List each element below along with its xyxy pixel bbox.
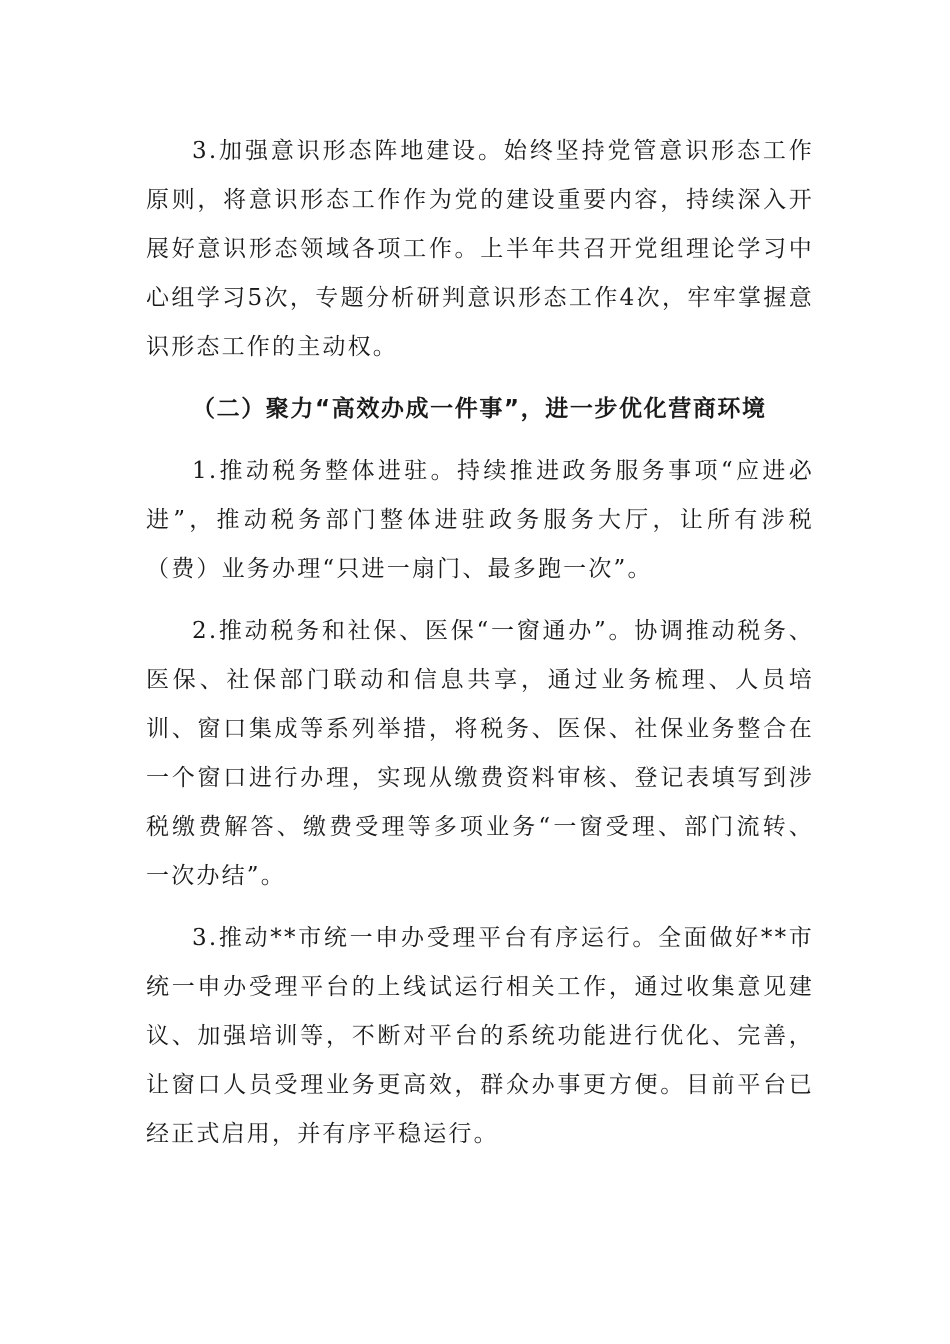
paragraph-tax-service-entry: 1.推动税务整体进驻。持续推进政务服务事项“应进必进”，推动税务部门整体进驻政务服务大厅，让所有涉税（费）业务办理“只进一扇门、最多跑一次”。 (146, 458, 814, 582)
section-heading-business-environment: （二）聚力“高效办成一件事”，进一步优化营商环境 (192, 396, 767, 422)
paragraph-one-window-service: 2.推动税务和社保、医保“一窗通办”。协调推动税务、医保、社保部门联动和信息共享，通过业务梳理、人员培训、窗口集成等系列举措，将税务、医保、社保业务整合在一个窗口进行办理，实现从缴费资料审核、登记表填写到涉税缴费解答、缴费受理等多项业务“一窗受理、部门流转、一次办结”。 (146, 618, 814, 889)
paragraph-ideology-position-building: 3.加强意识形态阵地建设。始终坚持党管意识形态工作原则，将意识形态工作作为党的建设重要内容，持续深入开展好意识形态领域各项工作。上半年共召开党组理论学习中心组学习5次，专题分析研判意识形态工作4次，牢牢掌握意识形态工作的主动权。 (146, 138, 814, 360)
document-body (146, 127, 814, 1172)
paragraph-unified-platform: 3.推动**市统一申办受理平台有序运行。全面做好**市统一申办受理平台的上线试运行相关工作，通过收集意见建议、加强培训等，不断对平台的系统功能进行优化、完善，让窗口人员受理业务更高效，群众办事更方便。目前平台已经正式启用，并有序平稳运行。 (146, 925, 814, 1147)
